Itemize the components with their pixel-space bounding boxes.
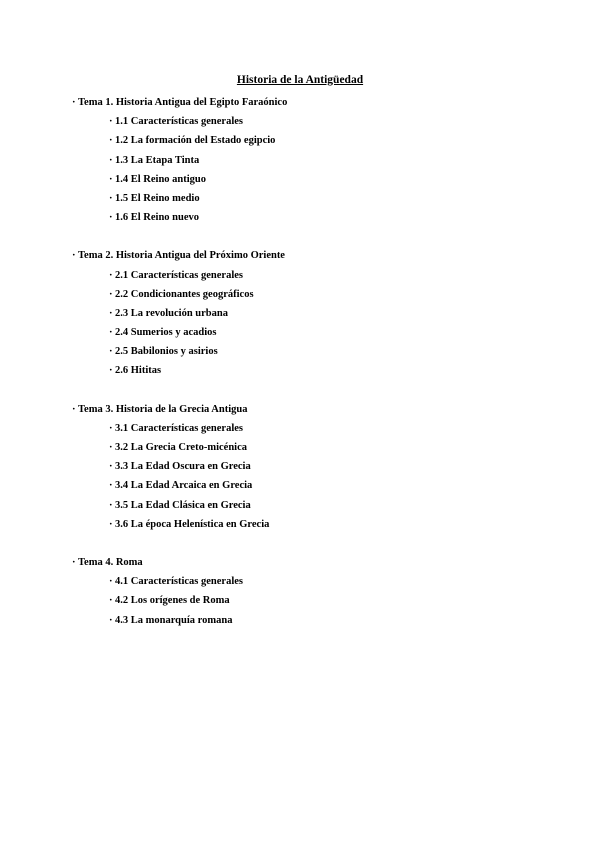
subtopic-text: 3.2 La Grecia Creto-micénica [115, 442, 247, 453]
topic-header [72, 553, 572, 572]
topic-header [72, 93, 572, 112]
bullet: · [72, 97, 76, 108]
subtopic-text: 4.2 Los orígenes de Roma [115, 595, 230, 607]
bullet: · [109, 173, 113, 185]
subtopic-item [72, 611, 572, 630]
topic-header-text: Tema 1. Historia Antigua del Egipto Faraónico [78, 97, 288, 108]
bullet: · [109, 614, 113, 626]
subtopic-item [72, 266, 572, 285]
bullet: · [72, 556, 76, 568]
topic-1 [72, 93, 572, 227]
subtopic-item [72, 131, 572, 150]
subtopic-item [72, 476, 572, 495]
bullet: · [109, 307, 113, 319]
subtopic-item [72, 342, 572, 361]
topic-3 [72, 400, 572, 534]
bullet: · [109, 518, 113, 530]
topic-header [72, 400, 572, 419]
bullet: · [109, 442, 113, 453]
topic-2 [72, 246, 572, 380]
bullet: · [72, 250, 76, 262]
subtopic-item [72, 361, 572, 380]
topic-header-text: Tema 4. Roma [78, 556, 143, 568]
subtopic-item [72, 208, 572, 227]
subtopic-text: 2.6 Hititas [115, 365, 162, 377]
bullet: · [109, 135, 113, 147]
subtopic-text: 1.4 El Reino antiguo [115, 173, 207, 185]
subtopic-item [72, 170, 572, 189]
bullet: · [109, 269, 113, 281]
subtopic-item [72, 285, 572, 304]
bullet: · [109, 212, 113, 224]
bullet: · [109, 346, 113, 358]
subtopic-text: 2.2 Condicionantes geográficos [115, 288, 254, 300]
subtopic-text: 1.2 La formación del Estado egipcio [115, 135, 276, 147]
subtopic-item [72, 572, 572, 591]
bullet: · [109, 365, 113, 377]
subtopic-text: 2.1 Características generales [115, 269, 243, 281]
topic-outline [72, 93, 572, 649]
subtopic-text: 1.3 La Etapa Tinta [115, 154, 200, 166]
subtopic-text: 3.6 La época Helenística en Grecia [115, 518, 270, 530]
bullet: · [72, 403, 76, 415]
subtopic-text: 3.5 La Edad Clásica en Grecia [115, 499, 251, 511]
bullet: · [109, 192, 113, 204]
subtopic-text: 3.4 La Edad Arcaica en Grecia [115, 480, 253, 492]
bullet: · [109, 461, 113, 473]
subtopic-text: 2.5 Babilonios y asirios [115, 346, 218, 358]
subtopic-item [72, 457, 572, 476]
page-title: Historia de la Antigüedad [236, 74, 364, 86]
subtopic-text: 3.1 Características generales [115, 422, 243, 434]
bullet: · [109, 422, 113, 434]
subtopic-item [72, 591, 572, 610]
bullet: · [109, 327, 113, 339]
subtopic-text: 4.3 La monarquía romana [115, 614, 233, 626]
subtopic-item [72, 189, 572, 208]
topic-header-text: Tema 2. Historia Antigua del Próximo Oriente [78, 250, 285, 262]
subtopic-item [72, 515, 572, 534]
bullet: · [109, 499, 113, 511]
subtopic-text: 2.4 Sumerios y acadios [115, 327, 217, 339]
subtopic-text: 1.1 Características generales [115, 116, 243, 128]
subtopic-item [72, 112, 572, 131]
topic-4 [72, 553, 572, 630]
bullet: · [109, 480, 113, 492]
topic-header [72, 246, 572, 265]
subtopic-text: 1.5 El Reino medio [115, 192, 200, 204]
bullet: · [109, 154, 113, 166]
bullet: · [109, 595, 113, 607]
bullet: · [109, 576, 113, 588]
subtopic-item [72, 438, 572, 457]
topic-header-text: Tema 3. Historia de la Grecia Antigua [78, 403, 248, 415]
subtopic-item [72, 304, 572, 323]
subtopic-text: 2.3 La revolución urbana [115, 307, 228, 319]
bullet: · [109, 288, 113, 300]
subtopic-item [72, 419, 572, 438]
subtopic-text: 1.6 El Reino nuevo [115, 212, 200, 224]
subtopic-item [72, 323, 572, 342]
subtopic-item [72, 151, 572, 170]
subtopic-text: 3.3 La Edad Oscura en Grecia [115, 461, 251, 473]
subtopic-item [72, 496, 572, 515]
subtopic-text: 4.1 Características generales [115, 576, 243, 588]
bullet: · [109, 116, 113, 128]
